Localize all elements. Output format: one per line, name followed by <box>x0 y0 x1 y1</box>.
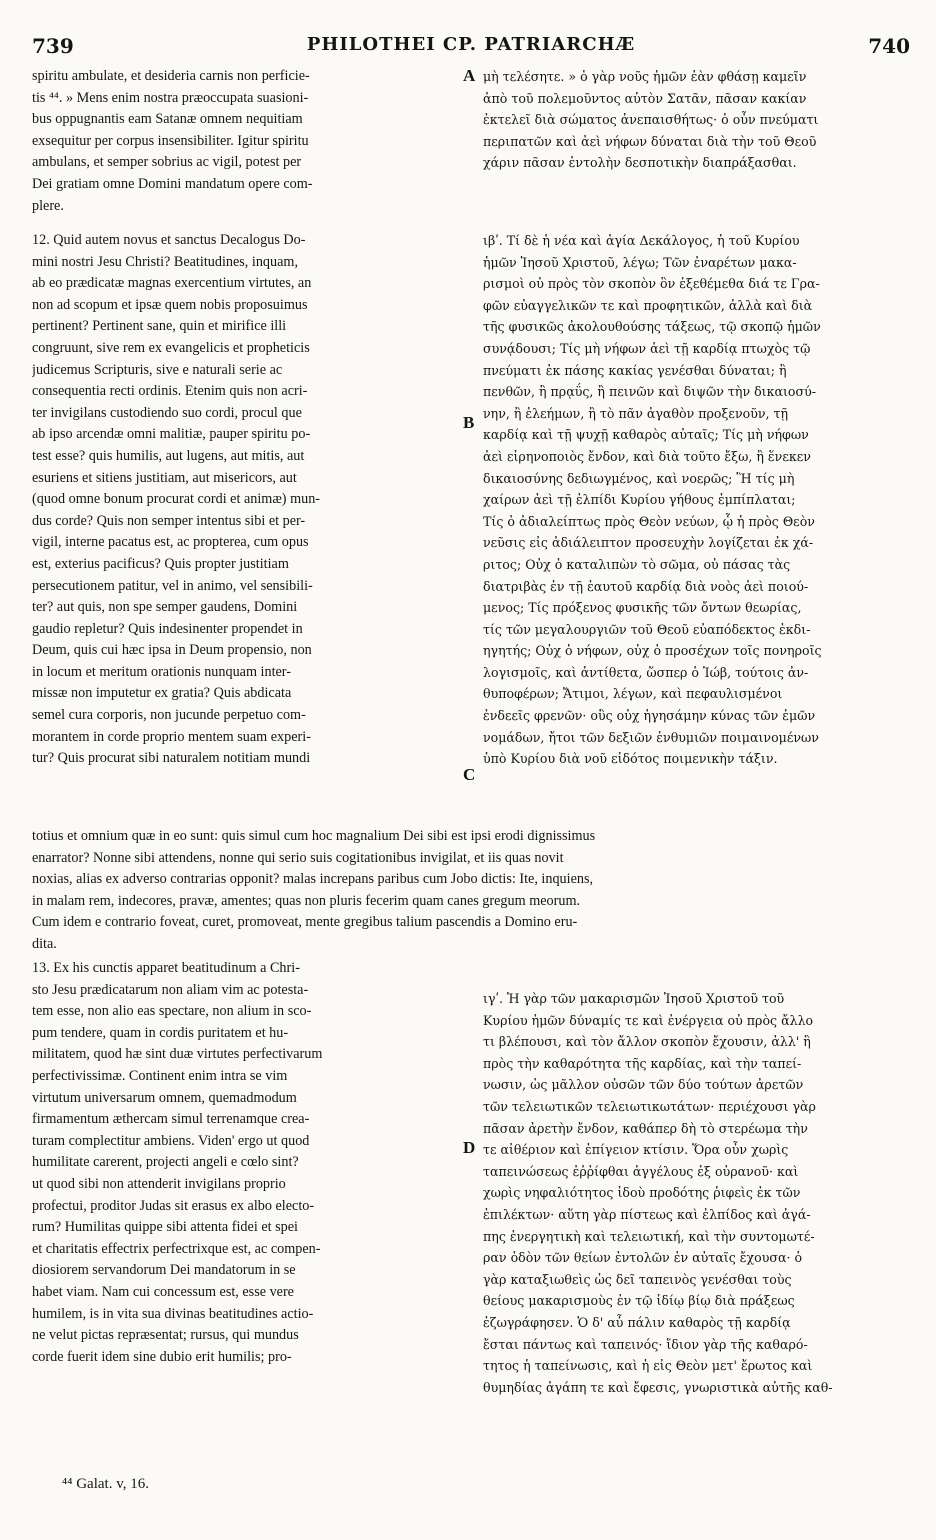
latin-paragraph-12-continuation: totius et omnium quæ in eo sunt: quis simul cum hoc magnalium Dei sibi est ipsi erodi dignissimus enarrator? Nonne sibi attendens, nonne qui serio suis cogitationibus invigilat, et iis quas novit noxias, alias ex adverso contrarias opponit? malas increpans paribus cum Jobo dictis: Ite, inquiens, in malam rem, indecores, pravæ, amentes; quas non pluris fecerim quam canes gregum meorum. Cum idem e contrario foveat, curet, promoveat, mente gregibus talium pascendis a Domino eru- dita. <box>32 828 596 952</box>
latin-paragraph-11-end: spiritu ambulate, et desideria carnis non perficie- tis ⁴⁴. » Mens enim nostra præoccupata suasioni- bus oppugnantis eam Satanæ omnem nequitiam exsequitur per corpus insensibiliter. Igitur spiritu ambulans, et semper sobrius ac vigil, potest per Dei gratiam omne Domini mandatum opere com- plere. <box>32 68 313 214</box>
greek-paragraph-12: ιβʹ. Τί δὲ ἡ νέα καὶ ἁγία Δεκάλογος, ἡ τοῦ Κυρίου ἡμῶν Ἰησοῦ Χριστοῦ, λέγω; Τῶν ἐναρέτων μακα- ρισμοὶ οὐ πρὸς τὸν σκοπὸν ὃν ἐξεθέμεθα διά τε Γρα- φῶν εὐαγγελικῶν τε καὶ προφητικῶν, ἀλλὰ καὶ διὰ τῆς φυσικῶς ἀκολουθούσης τάξεως, τῷ σκοπῷ ἡμῶν συνᾴδουσι; Τίς μὴ νήφων ἀεὶ τῇ καρδίᾳ πτωχὸς τῷ πνεύματι ἐκ πάσης κακίας γενέσθαι δύναται; ἢ πενθῶν, ἢ πρᾳΰς, ἢ πεινῶν καὶ διψῶν τὴν δικαιοσύ- νην, ἢ ἐλεήμων, ἢ τὸ πᾶν ἀγαθὸν προξενοῦν, τῇ καρδίᾳ καὶ τῇ ψυχῇ καθαρὸς αὐταῖς; Τίς μὴ νήφων ἀεὶ εἰρηνοποιὸς ἔνδον, καὶ διὰ τοῦτο ἔξω, ἢ ἕνεκεν δικαιοσύνης δεδιωγμένος, καὶ νοερῶς; Ἢ τίς μὴ χαίρων ἀεὶ τῇ ἐλπίδι Κυρίου γήθους ἐμπίπλαται; Τίς ὁ ἀδιαλείπτως πρὸς Θεὸν νεύων, ᾧ ἡ πρὸς Θεὸν νεῦσις εἰς ἀδιάλειπτον προσευχὴν λογίζεται ἐκ χά- ριτος; Οὐχ ὁ καταλιπὼν τὸ σῶμα, οὐ πάσας τὰς διατριβὰς ἐν τῇ ἑαυτοῦ καρδίᾳ διὰ νοὸς ἀεὶ ποιού- μενος; Τίς πρόξενος φυσικῆς τῶν ὄντων θεωρίας, τίς τῶν μεγαλουργιῶν τοῦ Θεοῦ εὐαπόδεκτος ἐκδι- ηγητής; Οὐχ ὁ νήφων, οὐχ ὁ προσέχων τοῖς πονηροῖς λογισμοῖς, καὶ ἀντίθετα, ὥσπερ ὁ Ἰώβ, τούτοις ἀν- θυποφέρων; Ἄτιμοι, λέγων, καὶ πεφαυλισμένοι ἐνδεεῖς φρενῶν· οὓς οὐχ ἡγησάμην κύνας τῶν ἐμῶν νομάδων, ἤτοι τῶν δεξιῶν ἐνθυμιῶν ποιμαινομένων ὑπὸ Κυρίου διὰ νοῦ εἰδότος ποιμενικὴν τάξιν. <box>483 233 822 767</box>
margin-marker-a: A <box>463 66 476 85</box>
latin-paragraph-13: 13. Ex his cunctis apparet beatitudinum a Chri- sto Jesu prædicatarum non aliam vim ac potesta- tem esse, non alio eas spectare, non alium in sco- pum tendere, quam in cordis puritatem et hu- militatem, quod hæ sint duæ virtutes perfectivarum perfectivissimæ. Continent enim intra se vim virtutum universarum omnem, quemadmodum firmamentum æthercam simul terrenamque crea- turam complectitur ambiens. Viden' ergo ut quod humilitate carerent, projecti angeli e cœlo sint? ut quod sibi non attenderit invigilans proprio profectui, proditor Judas sit erasus ex albo electo- rum? Humilitas quippe sibi attenta fidei et spei et charitatis effectrix perfectrixque est, ac compen- diosiorem servandorum Dei mandatorum in se habet viam. Nam cui concessum est, esse vere humilem, is in vita sua divinas beatitudines actio- ne velut pictas repræsentat; rursus, qui mundus corde fuerit idem sine dubio erit humilis; pro- <box>32 960 323 1365</box>
greek-paragraph-11-end: μὴ τελέσητε. » ὁ γὰρ νοῦς ἡμῶν ἐὰν φθάσῃ καμεῖν ἀπὸ τοῦ πολεμοῦντος αὐτὸν Σατᾶν, πᾶσαν κακίαν ἐκτελεῖ διὰ σώματος ἀνεπαισθήτως· ὁ οὖν πνεύματι περιπατῶν καὶ ἀεὶ νήφων δύναται διὰ τὴν τοῦ Θεοῦ χάριν πᾶσαν ἐντολὴν δεσποτικὴν διαπράξασθαι. <box>483 69 819 171</box>
latin-paragraph-12: 12. Quid autem novus et sanctus Decalogus Do- mini nostri Jesu Christi? Beatitudines, inquam, ab eo prædicatæ magnas exercentium virtutes, an non ad scopum et ipsæ quem nobis proposuimus pertinent? Pertinent sane, quin et mirifice illi congruunt, sive rem ex evangelicis et propheticis judicemus Scripturis, sive e naturali serie ac consequentia recti ordinis. Etenim quis non acri- ter invigilans custodiendo suo cordi, procul que ab ipso arcendæ omni malitiæ, pauper spiritu po- test esse? quis humilis, aut lugens, aut mitis, aut esuriens et sitiens justitiam, aut misericors, aut (quod omne bonum procurat cordi et animæ) mun- dus corde? Quis non semper intentus sibi et per- vigil, interne pacatus est, ac propterea, cum opus est, exterius pacificus? Quis propter justitiam persecutionem patitur, vel in animo, vel sensibili- ter? aut quis, non spe semper gaudens, Domini gaudio repletur? Quis indesinenter propendet in Deum, quis cui hæc ipsa in Deum propensio, non in locum et meritum orationis nunquam inter- missæ non imputetur ex gratia? Quis abdicata semel cura corporis, non jucunde perpetuo com- morantem in corde proprio mentem suam experi- tur? Quis procurat sibi naturalem notitiam mundi <box>32 232 321 767</box>
margin-marker-d: D <box>463 1138 476 1157</box>
page-header <box>32 34 910 64</box>
greek-paragraph-13: ιγʹ. Ἡ γὰρ τῶν μακαρισμῶν Ἰησοῦ Χριστοῦ τοῦ Κυρίου ἡμῶν δύναμίς τε καὶ ἐνέργεια οὐ πρὸς ἄλλο τι βλέπουσι, καὶ τὸν ἄλλον σκοπὸν ἔχουσιν, ἀλλ' ἢ πρὸς τὴν καθαρότητα τῆς καρδίας, καὶ τὴν ταπεί- νωσιν, ὡς μᾶλλον οὐσῶν τῶν δύο τούτων ἀρετῶν τῶν τελειωτικῶν τελειωτικωτάτων· περιέχουσι γὰρ πᾶσαν ἀρετὴν ἔνδον, καθάπερ δὴ τὸ στερέωμα τὴν τε αἰθέριον καὶ ἐπίγειον κτίσιν. Ὅρα οὖν χωρὶς ταπεινώσεως ἐῤῥίφθαι ἀγγέλους ἐξ οὐρανοῦ· καὶ χωρὶς νηφαλιότητος ἰδοὺ προδότης ῥιφεὶς ἐκ τῶν ἐπιλέκτων· αὕτη γὰρ πίστεως καὶ ἐλπίδος καὶ ἀγά- πης ἐνεργητικὴ καὶ τελειωτική, καὶ τὴν συντομωτέ- ραν ὁδὸν τῶν θείων ἐντολῶν ἐν αὐταῖς ἔχουσα· ὁ γὰρ καταξιωθεὶς ὡς δεῖ ταπεινὸς γενέσθαι τοὺς θείους μακαρισμοὺς ἐν τῷ ἰδίῳ βίῳ διὰ πράξεως ἐζωγράφησεν. Ὁ δ' αὖ πάλιν καθαρὸς τῇ καρδίᾳ ἔσται πάντως καὶ ταπεινός· ἴδιον γὰρ τῆς καθαρό- τητος ἡ ταπείνωσις, καὶ ἡ εἰς Θεὸν μετ' ἔρωτος καὶ θυμηδίας ἀγάπη τε καὶ ἔφεσις, γνωριστικὰ αὐτῆς καθ- <box>483 991 833 1395</box>
margin-marker-c: C <box>463 765 476 784</box>
page-number-right: 740 <box>868 34 910 58</box>
margin-marker-b: B <box>463 413 475 432</box>
footnote: ⁴⁴ Galat. v, 16. <box>62 1476 149 1492</box>
running-title: PHILOTHEI CP. PATRIARCHÆ <box>306 34 636 55</box>
page-number-left: 739 <box>32 34 74 58</box>
